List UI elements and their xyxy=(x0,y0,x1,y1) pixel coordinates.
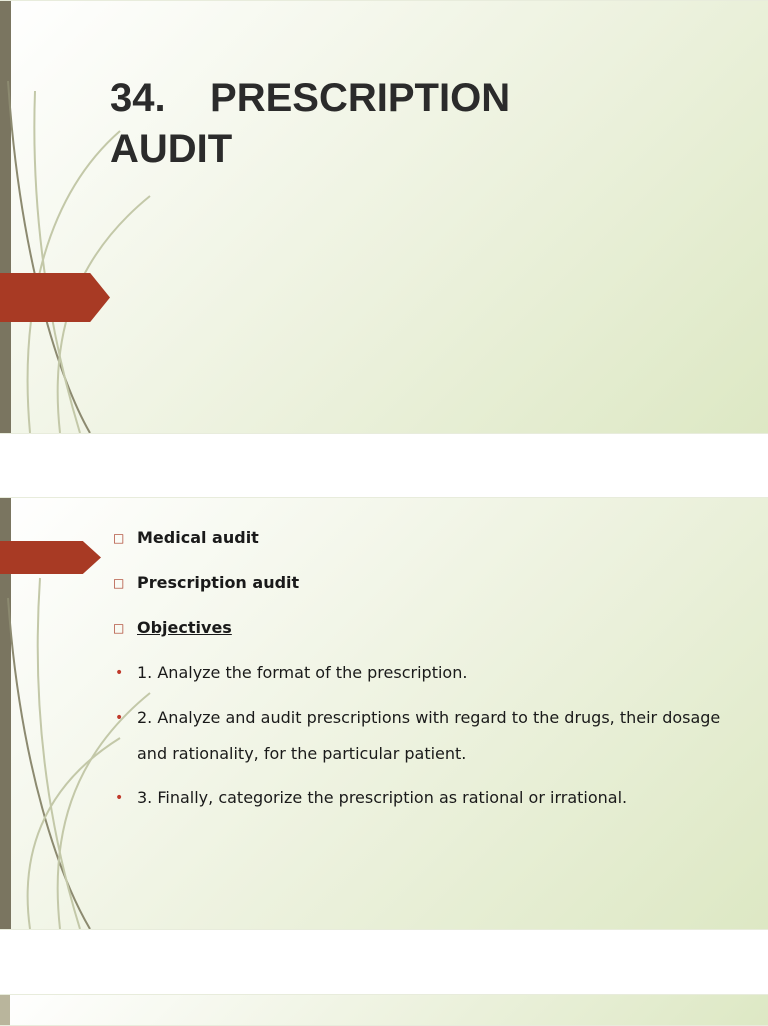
square-bullet-icon: □ xyxy=(113,621,125,635)
square-bullet-icon: □ xyxy=(113,531,125,545)
list-item-text: 3. Finally, categorize the prescription as rational or irrational. xyxy=(137,788,628,807)
list-item-text: Objectives xyxy=(137,618,232,637)
list-item xyxy=(113,788,723,808)
square-bullet-icon: □ xyxy=(113,576,125,590)
dot-bullet-icon: • xyxy=(115,790,124,806)
slide-next xyxy=(0,994,768,1026)
list-item xyxy=(113,618,723,638)
list-item xyxy=(113,700,723,772)
slide-left-bar xyxy=(0,995,10,1025)
list-item xyxy=(113,528,723,548)
list-item xyxy=(113,573,723,593)
page-title: 34. PRESCRIPTION AUDIT xyxy=(110,76,511,171)
dot-bullet-icon: • xyxy=(115,710,124,726)
list-item-text: Medical audit xyxy=(137,528,259,547)
dot-bullet-icon: • xyxy=(115,665,124,681)
list-item xyxy=(113,663,723,683)
decorative-swoosh-icon xyxy=(0,1,200,433)
accent-arrow-tab xyxy=(0,541,101,574)
slide-objectives xyxy=(0,497,768,930)
list-item-text: Prescription audit xyxy=(137,573,300,592)
list-item-text: 2. Analyze and audit prescriptions with regard to the drugs, their dosage and rationality, for the particular patient. xyxy=(137,708,721,763)
bullet-list xyxy=(113,528,723,833)
list-item-text: 1. Analyze the format of the prescription. xyxy=(137,663,468,682)
accent-arrow-tab xyxy=(0,273,110,322)
slide-title xyxy=(0,0,768,434)
